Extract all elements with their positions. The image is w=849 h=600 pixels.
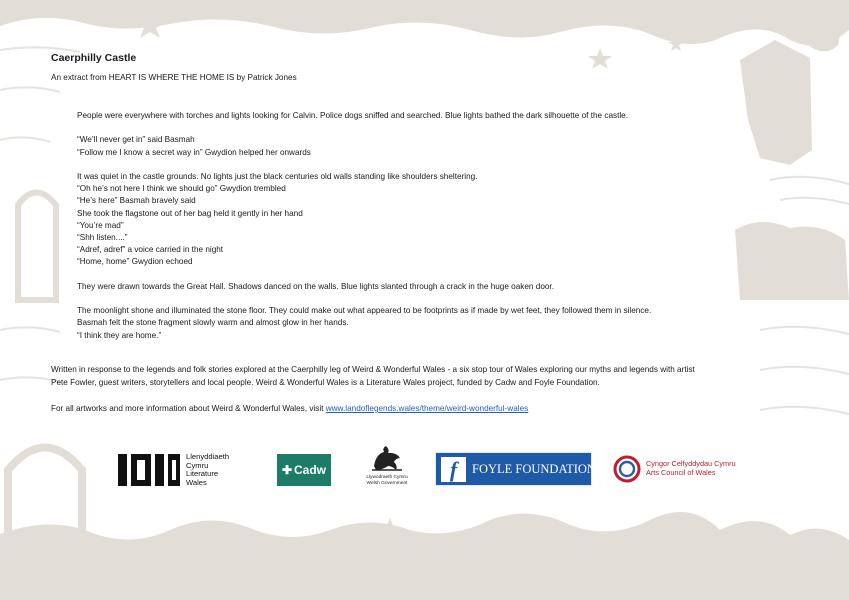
story-line: “He’s here” Basmah bravely said: [77, 196, 196, 206]
story-line: “Follow me I know a secret way in” Gwydion helped her onwards: [77, 147, 311, 157]
document-title: Caerphilly Castle: [51, 52, 137, 64]
logo-text-line: Welsh Government: [366, 481, 408, 486]
cadw-plus-icon: ✚: [281, 463, 293, 477]
story-line: “Home, home” Gwydion echoed: [77, 257, 193, 267]
story-line: “Adref, adref” a voice carried in the night: [77, 245, 224, 255]
foyle-f-icon: f: [441, 457, 466, 482]
literature-wales-text: [186, 453, 229, 487]
dragon-icon: [370, 444, 404, 472]
story-paragraph: [77, 134, 737, 158]
story-line: “We’ll never get in” said Basmah: [77, 135, 195, 145]
story-line: “Shh listen....”: [77, 233, 128, 242]
literature-wales-logo: [118, 452, 248, 488]
logo-text-line: Llywodraeth Cymru: [366, 475, 408, 480]
story-line: They were drawn towards the Great Hall. Shadows danced on the walls. Blue lights slanted through a crack in the huge oaken door.: [77, 281, 554, 291]
story-paragraph: [77, 110, 737, 122]
logo-text-line: Literature: [186, 469, 219, 479]
literature-wales-mark-icon: [118, 454, 180, 486]
foyle-foundation-logo: [435, 452, 596, 486]
story-line: “I think they are home.”: [77, 330, 162, 340]
cadw-name: Cadw: [294, 463, 327, 477]
arts-council-ring-icon: [612, 454, 642, 484]
arts-council-text: [646, 459, 736, 477]
more-info-prefix: For all artworks and more information about Weird & Wonderful Wales, visit: [51, 404, 326, 413]
logo-text-line: Arts Council of Wales: [646, 468, 716, 477]
story-text: [77, 110, 737, 354]
story-paragraph: [77, 305, 737, 342]
story-paragraph: [77, 281, 737, 293]
cadw-logo: [277, 454, 331, 486]
story-line: The moonlight shone and illuminated the stone floor. They could make out what appeared to be footprints as if made by wet feet, they followed them in silence.: [77, 306, 652, 316]
welsh-government-logo: [360, 444, 414, 492]
story-paragraph: [77, 171, 737, 269]
foyle-name: FOYLE FOUNDATION: [472, 462, 596, 476]
story-line: She took the flagstone out of her bag held it gently in her hand: [77, 208, 303, 218]
sponsor-logos: [0, 440, 849, 500]
story-line: “You’re mad”: [77, 220, 124, 230]
arts-council-logo: [612, 452, 752, 486]
story-line: “Oh he’s not here I think we should go” Gwydion trembled: [77, 184, 286, 194]
project-note: Written in response to the legends and folk stories explored at the Caerphilly leg of Weird & Wonderful Wales - a six stop tour of Wales exploring our myths and legends with artist Pete Fowler, guest writers, storytellers and local people. Weird & Wonderful Wales is a Literature Wales project, funded by Cadw and Foyle Foundation.: [51, 365, 695, 387]
more-info: [51, 404, 528, 413]
logo-text-line: Llenyddiaeth: [186, 452, 230, 461]
more-info-link[interactable]: www.landoflegends.wales/theme/weird-wonderful-wales: [325, 404, 529, 413]
logo-text-line: Cymru: [186, 460, 209, 470]
logo-text-line: Cyngor Celfyddydau Cymru: [646, 459, 736, 468]
logo-text-line: Wales: [186, 477, 207, 487]
story-line: Basmah felt the stone fragment slowly warm and almost glow in her hands.: [77, 318, 349, 328]
welsh-government-text: [360, 475, 414, 487]
document-subtitle: An extract from HEART IS WHERE THE HOME IS by Patrick Jones: [51, 73, 297, 82]
story-line: It was quiet in the castle grounds. No lights just the black centuries old walls standing like shoulders sheltering.: [77, 171, 478, 181]
story-line: People were everywhere with torches and lights looking for Calvin. Police dogs sniffed and searched. Blue lights bathed the dark silhouette of the castle.: [77, 111, 629, 120]
